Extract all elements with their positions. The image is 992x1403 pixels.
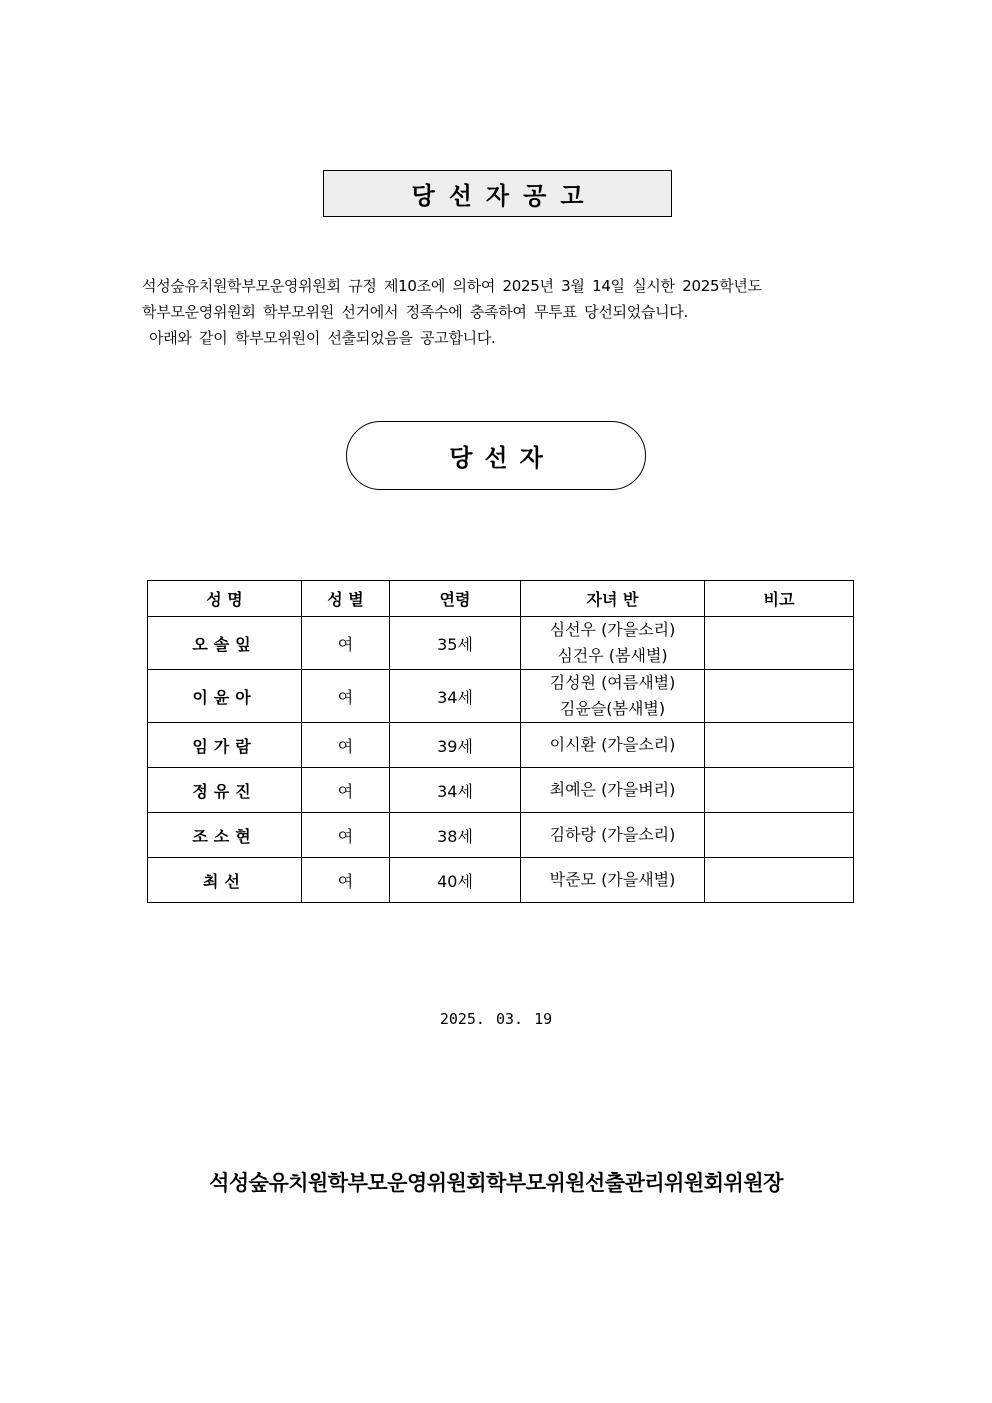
child-class-line: 최예은 (가을벼리) [549, 780, 676, 799]
table-row [148, 858, 854, 903]
table-row [148, 670, 854, 723]
signatory: 석성숲유치원학부모운영위원회학부모위원선출관리위원회위원장 [209, 1170, 783, 1195]
winner-age: 34세 [390, 670, 521, 723]
child-class-line: 김윤슬(봄새별) [559, 699, 666, 718]
winner-child-class [521, 813, 705, 858]
winner-child-class [521, 858, 705, 903]
header-child-class: 자녀 반 [521, 581, 705, 617]
winner-gender: 여 [302, 617, 390, 670]
notice-title: 당선자공고 [411, 181, 598, 210]
header-note: 비고 [705, 581, 854, 617]
header-age: 연령 [390, 581, 521, 617]
winner-age: 38세 [390, 813, 521, 858]
winner-age: 40세 [390, 858, 521, 903]
winner-child-class [521, 670, 705, 723]
winner-note [705, 723, 854, 768]
winners-table [147, 580, 854, 903]
winner-age: 34세 [390, 768, 521, 813]
winner-name: 이윤아 [148, 670, 302, 723]
winner-gender: 여 [302, 768, 390, 813]
announcement-date: 2025. 03. 19 [439, 1010, 553, 1028]
winner-note [705, 768, 854, 813]
intro-line-3: 아래와 같이 학부모위원이 선출되었음을 공고합니다. [149, 329, 496, 347]
winner-name: 조소현 [148, 813, 302, 858]
table-row [148, 723, 854, 768]
winner-age: 39세 [390, 723, 521, 768]
winner-child-class [521, 723, 705, 768]
child-class-line: 김성원 (여름새별) [549, 673, 676, 692]
winner-name: 정유진 [148, 768, 302, 813]
winner-name: 최선 [148, 858, 302, 903]
winner-gender: 여 [302, 858, 390, 903]
winner-note [705, 617, 854, 670]
child-class-line: 심건우 (봄새별) [557, 646, 668, 665]
winner-name: 임가람 [148, 723, 302, 768]
header-name: 성 명 [148, 581, 302, 617]
winner-gender: 여 [302, 670, 390, 723]
winners-heading: 당선자 [449, 443, 555, 472]
child-class-line: 이시환 (가을소리) [549, 735, 676, 754]
table-row [148, 617, 854, 670]
child-class-line: 박준모 (가을새별) [549, 870, 676, 889]
table-row [148, 813, 854, 858]
winner-note [705, 813, 854, 858]
winner-age: 35세 [390, 617, 521, 670]
winner-child-class [521, 768, 705, 813]
child-class-line: 심선우 (가을소리) [549, 620, 676, 639]
notice-title-box [323, 170, 672, 217]
intro-line-1: 석성숲유치원학부모운영위원회 규정 제10조에 의하여 2025년 3월 14일 실시한 2025학년도 [142, 277, 762, 295]
winner-note [705, 670, 854, 723]
table-header-row [148, 581, 854, 617]
child-class-line: 김하랑 (가을소리) [549, 825, 676, 844]
header-gender: 성 별 [302, 581, 390, 617]
table-row [148, 768, 854, 813]
winner-gender: 여 [302, 723, 390, 768]
winner-note [705, 858, 854, 903]
winners-heading-box [346, 421, 646, 490]
winner-name: 오솔잎 [148, 617, 302, 670]
winner-child-class [521, 617, 705, 670]
winner-gender: 여 [302, 813, 390, 858]
intro-paragraph [142, 273, 854, 351]
intro-line-2: 학부모운영위원회 학부모위원 선거에서 정족수에 충족하여 무투표 당선되었습니다. [142, 303, 688, 321]
